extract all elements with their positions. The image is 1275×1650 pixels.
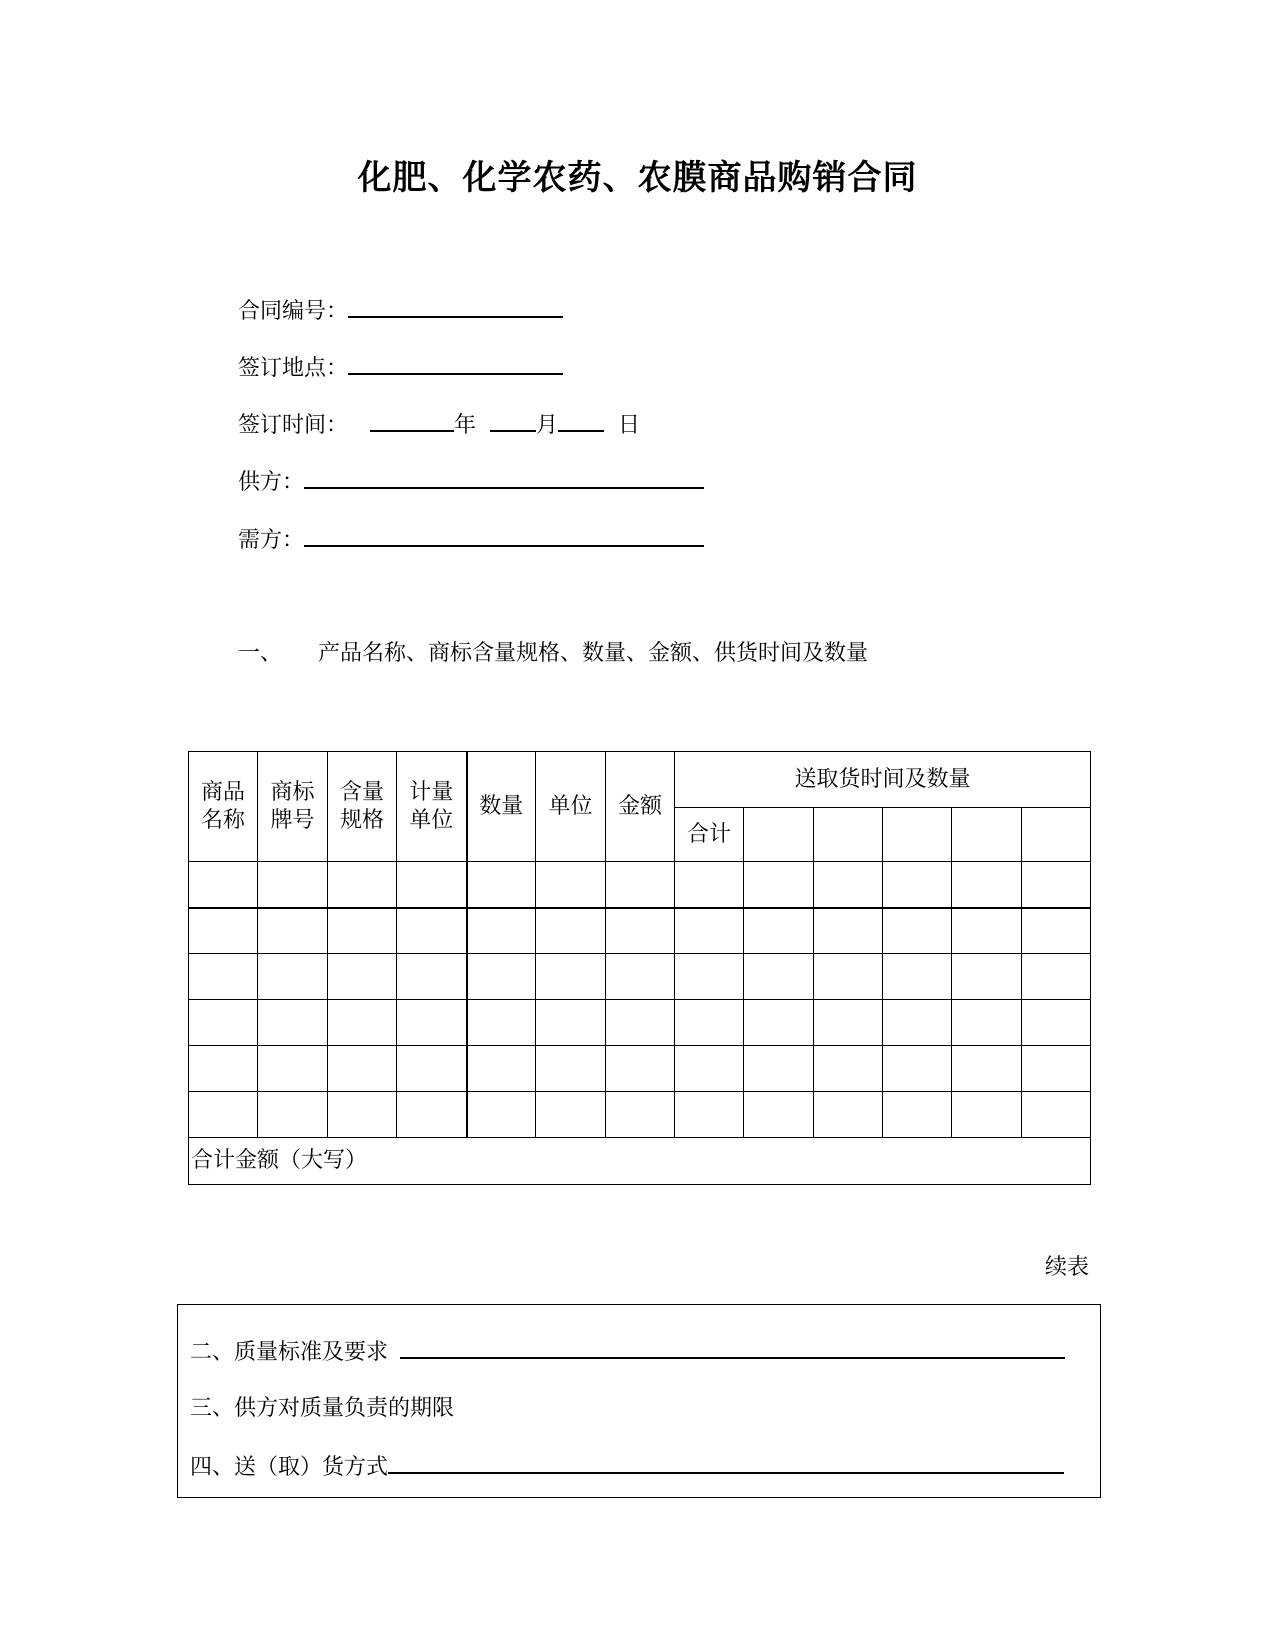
table-cell[interactable] xyxy=(189,1000,258,1046)
table-cell[interactable] xyxy=(467,862,536,908)
day-label: 日 xyxy=(618,413,641,438)
table-cell[interactable] xyxy=(258,1000,328,1046)
product-table xyxy=(188,751,1091,1185)
table-cell[interactable] xyxy=(606,1000,675,1046)
table-cell[interactable] xyxy=(328,862,397,908)
month-label: 月 xyxy=(536,413,559,438)
header-unit-price: 单位 xyxy=(536,752,606,862)
table-cell[interactable] xyxy=(744,1092,814,1138)
table-cell[interactable] xyxy=(952,1092,1022,1138)
table-cell[interactable] xyxy=(1022,1000,1091,1046)
delivery-col xyxy=(814,808,883,862)
table-cell[interactable] xyxy=(536,862,606,908)
table-cell[interactable] xyxy=(328,1092,397,1138)
table-cell[interactable] xyxy=(675,1046,744,1092)
header-delivery: 送取货时间及数量 xyxy=(675,752,1091,808)
header-amount: 金额 xyxy=(606,752,675,862)
table-cell[interactable] xyxy=(397,1046,467,1092)
table-cell[interactable] xyxy=(744,954,814,1000)
table-cell[interactable] xyxy=(397,862,467,908)
table-cell[interactable] xyxy=(1022,862,1091,908)
table-cell[interactable] xyxy=(606,1046,675,1092)
section-3-label: 三、供方对质量负责的期限 xyxy=(190,1396,455,1421)
table-cell[interactable] xyxy=(328,954,397,1000)
table-cell[interactable] xyxy=(675,908,744,954)
table-cell[interactable] xyxy=(467,1000,536,1046)
table-cell[interactable] xyxy=(536,1000,606,1046)
table-cell[interactable] xyxy=(467,1092,536,1138)
terms-box xyxy=(177,1304,1101,1498)
section-2-label: 二、质量标准及要求 xyxy=(190,1340,389,1365)
table-cell[interactable] xyxy=(189,954,258,1000)
day-blank[interactable] xyxy=(558,406,604,432)
contract-number-blank[interactable] xyxy=(348,292,563,318)
year-label: 年 xyxy=(454,413,477,438)
section-1-number: 一、 xyxy=(238,641,283,666)
table-cell[interactable] xyxy=(814,954,883,1000)
table-cell[interactable] xyxy=(1022,1092,1091,1138)
table-cell[interactable] xyxy=(397,908,467,954)
table-cell[interactable] xyxy=(675,1000,744,1046)
table-cell[interactable] xyxy=(814,1092,883,1138)
table-cell[interactable] xyxy=(397,1092,467,1138)
table-cell[interactable] xyxy=(883,908,952,954)
table-cell[interactable] xyxy=(467,908,536,954)
table-cell[interactable] xyxy=(467,954,536,1000)
supplier-blank[interactable] xyxy=(304,463,704,489)
table-cell[interactable] xyxy=(189,862,258,908)
table-row xyxy=(189,908,1091,954)
signing-place-blank[interactable] xyxy=(348,349,563,375)
table-cell[interactable] xyxy=(814,908,883,954)
table-cell[interactable] xyxy=(883,1092,952,1138)
table-row xyxy=(189,954,1091,1000)
contract-number-field xyxy=(238,292,563,325)
table-cell[interactable] xyxy=(883,1046,952,1092)
table-cell[interactable] xyxy=(606,954,675,1000)
table-cell[interactable] xyxy=(189,1092,258,1138)
section-1-text: 产品名称、商标含量规格、数量、金额、供货时间及数量 xyxy=(318,641,869,666)
table-cell[interactable] xyxy=(397,954,467,1000)
header-subtotal: 合计 xyxy=(675,808,744,862)
table-cell[interactable] xyxy=(606,908,675,954)
table-cell[interactable] xyxy=(536,908,606,954)
supplier-field xyxy=(238,463,704,496)
header-unit: 计量 单位 xyxy=(397,752,467,862)
table-cell[interactable] xyxy=(952,908,1022,954)
table-cell[interactable] xyxy=(467,1046,536,1092)
table-cell[interactable] xyxy=(744,1000,814,1046)
supplier-label: 供方： xyxy=(238,470,305,495)
section-4-line xyxy=(190,1448,1064,1481)
signing-time-label: 签订时间： xyxy=(238,413,349,438)
table-cell[interactable] xyxy=(675,862,744,908)
delivery-col xyxy=(1022,808,1091,862)
table-cell[interactable] xyxy=(952,954,1022,1000)
table-cell[interactable] xyxy=(258,908,328,954)
table-cell[interactable] xyxy=(952,862,1022,908)
table-cell[interactable] xyxy=(883,862,952,908)
table-cell[interactable] xyxy=(1022,954,1091,1000)
table-cell[interactable] xyxy=(258,1092,328,1138)
table-cell[interactable] xyxy=(536,954,606,1000)
section-1-heading xyxy=(238,636,868,667)
table-row xyxy=(189,862,1091,908)
table-cell[interactable] xyxy=(675,954,744,1000)
table-cell[interactable] xyxy=(328,1000,397,1046)
table-cell[interactable] xyxy=(675,1092,744,1138)
table-cell[interactable] xyxy=(536,1046,606,1092)
signing-place-field xyxy=(238,349,563,382)
document-title: 化肥、化学农药、农膜商品购销合同 xyxy=(357,158,918,198)
signing-place-label: 签订地点： xyxy=(238,356,349,381)
table-cell[interactable] xyxy=(189,1046,258,1092)
table-cell[interactable] xyxy=(606,862,675,908)
section-4-blank[interactable] xyxy=(388,1448,1064,1474)
table-cell[interactable] xyxy=(952,1046,1022,1092)
contract-number-label: 合同编号： xyxy=(238,299,349,324)
table-cell[interactable] xyxy=(744,908,814,954)
table-cell[interactable] xyxy=(814,862,883,908)
buyer-blank[interactable] xyxy=(304,521,704,547)
table-row xyxy=(189,1000,1091,1046)
table-cell[interactable] xyxy=(883,954,952,1000)
table-row xyxy=(189,1046,1091,1092)
table-cell[interactable] xyxy=(1022,908,1091,954)
buyer-field xyxy=(238,521,704,554)
table-cell[interactable] xyxy=(744,862,814,908)
year-blank[interactable] xyxy=(370,406,454,432)
section-2-line xyxy=(190,1333,1065,1366)
table-cell[interactable] xyxy=(258,1046,328,1092)
buyer-label: 需方： xyxy=(238,528,305,553)
delivery-col xyxy=(883,808,952,862)
continued-label: 续表 xyxy=(1044,1255,1089,1280)
signing-time-field xyxy=(238,406,640,439)
table-cell[interactable] xyxy=(328,908,397,954)
table-cell[interactable] xyxy=(189,908,258,954)
table-cell[interactable] xyxy=(744,1046,814,1092)
delivery-col xyxy=(952,808,1022,862)
table-cell[interactable] xyxy=(1022,1046,1091,1092)
header-spec: 含量 规格 xyxy=(328,752,397,862)
table-cell[interactable] xyxy=(328,1046,397,1092)
header-product-name: 商品 名称 xyxy=(189,752,258,862)
table-cell[interactable] xyxy=(258,954,328,1000)
header-brand: 商标 牌号 xyxy=(258,752,328,862)
total-row xyxy=(189,1138,1091,1185)
section-2-blank[interactable] xyxy=(400,1333,1065,1359)
table-cell[interactable] xyxy=(258,862,328,908)
table-cell[interactable] xyxy=(397,1000,467,1046)
delivery-col xyxy=(744,808,814,862)
section-4-label: 四、送（取）货方式 xyxy=(190,1455,389,1480)
table-cell[interactable] xyxy=(883,1000,952,1046)
table-cell[interactable] xyxy=(814,1046,883,1092)
table-cell[interactable] xyxy=(536,1092,606,1138)
month-blank[interactable] xyxy=(490,406,536,432)
header-quantity: 数量 xyxy=(467,752,536,862)
table-row xyxy=(189,1092,1091,1138)
total-amount-label: 合计金额（大写） xyxy=(189,1138,1091,1185)
table-cell[interactable] xyxy=(814,1000,883,1046)
table-cell[interactable] xyxy=(606,1092,675,1138)
table-cell[interactable] xyxy=(952,1000,1022,1046)
